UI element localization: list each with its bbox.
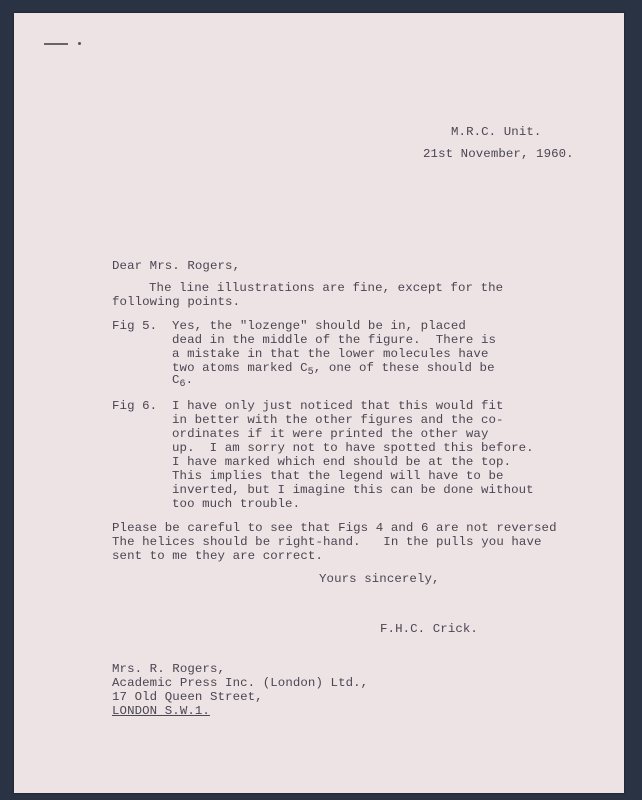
fig6-line-5: I have marked which end should be at the top.: [172, 455, 512, 469]
letter-date: 21st November, 1960.: [423, 147, 574, 161]
signoff: Yours sincerely,: [319, 572, 440, 586]
fig5-line-2: dead in the middle of the figure. There is: [172, 333, 497, 347]
fig5-line-3: a mistake in that the lower molecules have: [172, 347, 489, 361]
fig5-line-4: [172, 361, 495, 380]
fig5-line-4a: two atoms marked C: [172, 361, 308, 375]
closing-line-3: sent to me they are correct.: [112, 549, 323, 563]
closing-line-2: The helices should be right-hand. In the pulls you have: [112, 535, 542, 549]
letter-page: [14, 13, 624, 793]
fig6-label: Fig 6.: [112, 399, 158, 413]
salutation: Dear Mrs. Rogers,: [112, 259, 241, 273]
fig5-line-5b: .: [185, 373, 194, 387]
address-line-4: LONDON S.W.1.: [112, 704, 210, 718]
fig5-label: Fig 5.: [112, 319, 158, 333]
fig5-line-5a: C: [172, 373, 180, 387]
address-line-3: 17 Old Queen Street,: [112, 690, 263, 704]
intro-line-1: The line illustrations are fine, except for the: [149, 281, 504, 295]
fig6-line-2: in better with the other figures and the co-: [172, 413, 504, 427]
fig6-line-8: too much trouble.: [172, 497, 301, 511]
fig6-line-7: inverted, but I imagine this can be done without: [172, 483, 534, 497]
sender-unit: M.R.C. Unit.: [451, 125, 542, 139]
fig5-line-1: Yes, the "lozenge" should be in, placed: [172, 319, 466, 333]
signature: F.H.C. Crick.: [380, 622, 478, 636]
staple-mark: [44, 43, 68, 45]
fig5-line-4b: , one of these should be: [313, 361, 495, 375]
fig5-sub-6: 6: [179, 379, 186, 390]
closing-line-1: Please be careful to see that Figs 4 and 6 are not reversed: [112, 521, 557, 535]
intro-line-2: following points.: [112, 295, 241, 309]
fig5-line-5: [172, 373, 193, 392]
fig5-sub-5: 5: [307, 367, 314, 378]
fig6-line-6: This implies that the legend will have to be: [172, 469, 504, 483]
address-line-1: Mrs. R. Rogers,: [112, 662, 226, 676]
fig6-line-1: I have only just noticed that this would fit: [172, 399, 504, 413]
fig6-line-4: up. I am sorry not to have spotted this before.: [172, 441, 534, 455]
fig6-line-3: ordinates if it were printed the other way: [172, 427, 489, 441]
address-line-2: Academic Press Inc. (London) Ltd.,: [112, 676, 369, 690]
